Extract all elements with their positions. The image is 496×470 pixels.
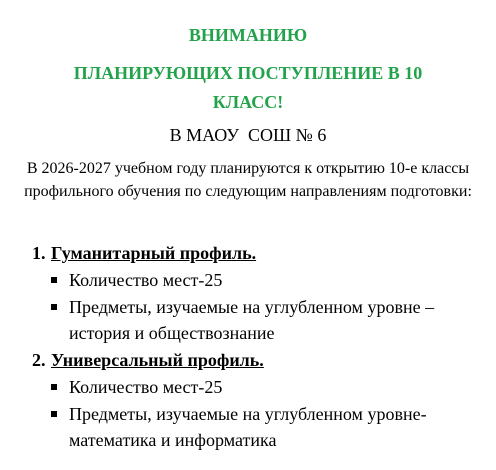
intro-paragraph: В 2026-2027 учебном году планируются к открытию 10-е классы профильного обучения по следующим направлениям подготовки: [24,160,472,200]
heading-line-1: ВНИМАНИЮ [188,25,308,45]
list-item-text: Количество мест-25 [69,270,223,290]
section-1-number: 1. [32,243,46,263]
section-1-title-text: Гуманитарный профиль. [51,243,257,263]
list-item [51,294,491,346]
square-bullet-icon [51,384,57,390]
list-item [51,374,491,400]
list-item-text: Предметы, изучаемые на углубленном уровне- математика и информатика [69,404,427,450]
heading-line-3: КЛАСС! [212,92,284,112]
section-2-number: 2. [32,350,46,370]
section-2-title [32,349,264,371]
list-item-text: Предметы, изучаемые на углубленном уровне – история и обществознание [69,297,435,343]
section-2-title-text: Универсальный профиль. [51,350,264,370]
list-item [51,267,491,293]
school-name: В МАОУ СОШ № 6 [169,125,327,145]
square-bullet-icon [51,304,57,310]
section-1-title [32,242,256,264]
square-bullet-icon [51,277,57,283]
list-item-text: Количество мест-25 [69,377,223,397]
heading-line-2: ПЛАНИРУЮЩИХ ПОСТУПЛЕНИЕ В 10 [73,63,423,83]
square-bullet-icon [51,411,57,417]
list-item [51,401,491,453]
